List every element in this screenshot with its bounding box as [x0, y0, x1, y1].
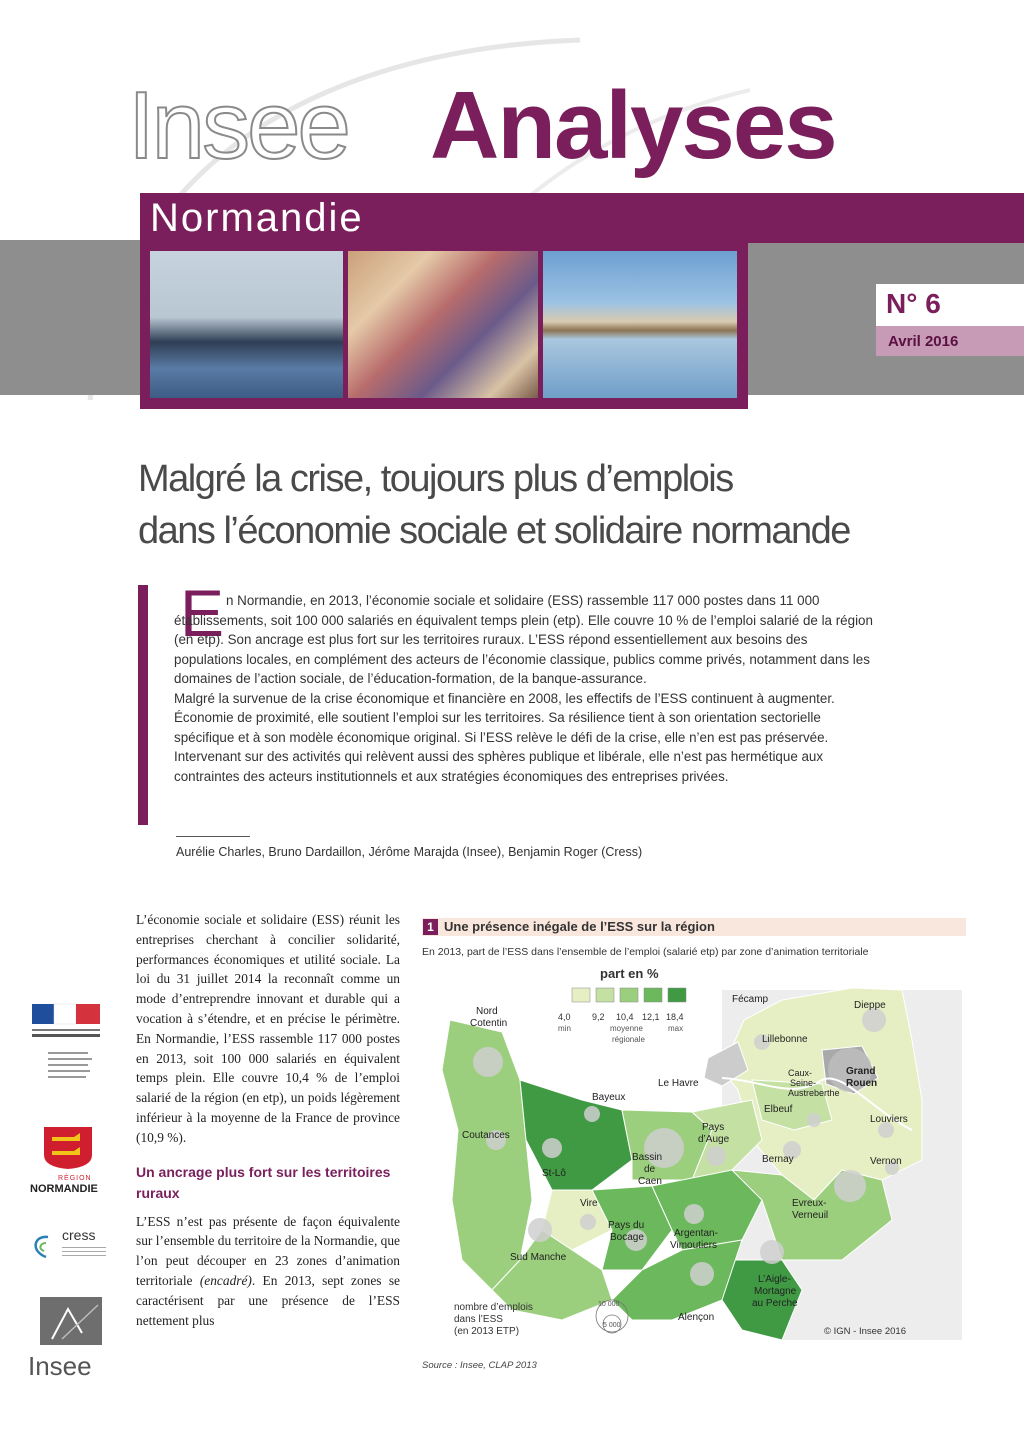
label-bayeux: Bayeux: [592, 1092, 626, 1103]
label-grand-rouen-1: Grand: [846, 1066, 876, 1077]
label-laigle-3: au Perche: [752, 1298, 798, 1309]
intro-summary: [174, 591, 874, 786]
label-alencon: Alençon: [678, 1312, 715, 1323]
circle-bayeux: [584, 1106, 600, 1122]
circle-legend-label-2: dans l’ESS: [454, 1314, 503, 1325]
figure-subtitle: En 2013, part de l’ESS dans l’ensemble de l’emploi (salarié etp) par zone d’animation territoriale: [422, 946, 869, 958]
intro-paragraph-2: Malgré la survenue de la crise économique et financière en 2008, les effectifs de l’ESS continuent à augmenter. Économie de proximité, elle soutient l’emploi sur les territoires. Sa résilience tient à son orientation sectorielle spécifique et à son modèle économique original. Si l’ESS relève le défi de la crise, elle n’en est pas préservée. Intervenant sur des activités qui relèvent aussi des sphères publique et libérale, elle n’est pas hermétique aux contraintes des acteurs institutionnels et aux stratégies économiques des entreprises privées.: [174, 690, 835, 784]
label-vire: Vire: [580, 1198, 598, 1209]
photo-mont-saint-michel: [543, 251, 737, 398]
label-bernay: Bernay: [762, 1154, 794, 1165]
label-vernon: Vernon: [870, 1156, 902, 1167]
masthead-region: Normandie: [150, 196, 364, 240]
cress-logo: [28, 1225, 110, 1270]
insee-box-icon: [28, 1295, 110, 1347]
legend-note-max: max: [668, 1024, 684, 1033]
label-lillebonne: Lillebonne: [762, 1034, 808, 1045]
legend-break-5: 18,4: [666, 1012, 684, 1022]
masthead-brand-insee: Insee: [128, 72, 348, 179]
label-coutances: Coutances: [462, 1130, 510, 1141]
intro-dropcap: E: [180, 576, 225, 650]
label-bassin-caen-3: Caen: [638, 1176, 662, 1187]
circle-argentan: [684, 1204, 704, 1224]
figure-source: Source : Insee, CLAP 2013: [422, 1360, 537, 1371]
label-pays-auge-1: Pays: [702, 1122, 725, 1133]
map-copyright: © IGN - Insee 2016: [824, 1326, 906, 1337]
authors-divider: [176, 836, 250, 837]
label-argentan-2: Vimoutiers: [670, 1240, 718, 1251]
legend-swatch-2: [596, 988, 614, 1002]
label-elbeuf: Elbeuf: [764, 1104, 793, 1115]
legend-title: part en %: [600, 966, 659, 981]
label-caux-1: Caux-: [788, 1068, 813, 1078]
issue-number: N° 6: [886, 288, 941, 319]
legend-note-avg-1: moyenne: [610, 1024, 643, 1033]
label-le-havre: Le Havre: [658, 1078, 699, 1089]
body-column: [136, 910, 400, 1330]
circle-legend-label-1: nombre d’emplois: [454, 1302, 533, 1313]
label-sud-manche: Sud Manche: [510, 1252, 567, 1263]
insee-logo-text: Insee: [28, 1351, 92, 1381]
photo-ship-harbor: [150, 251, 343, 398]
legend-swatch-3: [620, 988, 638, 1002]
label-saint-lo: St-Lô: [542, 1168, 566, 1179]
circle-pays-auge: [706, 1146, 726, 1166]
legend-swatch-4: [644, 988, 662, 1002]
intro-paragraph-1: n Normandie, en 2013, l’économie sociale et solidaire (ESS) rassemble 117 000 postes dans 11 000 établissements, soit 100 000 salariés en équivalent temps plein (etp). Elle couvre 10 % de l’emploi salarié de la région (en etp). Son ancrage est plus fort sur les territoires ruraux. L’ESS répond essentiellement aux besoins des populations locales, en complément des acteurs de l’économie classique, publics comme privés, notamment dans les domaines de l’action sociale, de l’éducation-formation, de la banque-assurance.: [174, 593, 873, 686]
label-argentan-1: Argentan-: [674, 1228, 718, 1239]
prefecture-logo: [28, 1002, 106, 1090]
legend-break-2: 9,2: [592, 1012, 605, 1022]
label-dieppe: Dieppe: [854, 1000, 886, 1011]
label-bassin-caen-2: de: [644, 1164, 656, 1175]
cress-swirl-icon: [28, 1231, 52, 1261]
article-title: [138, 453, 958, 557]
label-caux-2: Seine-: [790, 1078, 817, 1088]
circle-nord-cotentin: [473, 1047, 503, 1077]
legend-swatch-1: [572, 988, 590, 1002]
body-paragraph-1: L’économie sociale et solidaire (ESS) réunit les entreprises cherchant à concilier solidarité, performances économiques et utilité sociale. La loi du 31 juillet 2014 la reconnaît comme un mode d’entreprendre innovant et durable qui a vocation à s’étendre, et en précise le périmètre. En Normandie, l’ESS rassemble 117 000 postes en 2013, soit 100 000 salariés en équivalent temps plein. Elle couvre 10,4 % de l’emploi salarié de la région (en etp), un poids légèrement inférieur à la moyenne de la France de province (10,9 %).: [136, 912, 400, 1145]
label-laigle-1: L’Aigle-: [758, 1274, 791, 1285]
photo-crowd: [348, 251, 538, 398]
cress-logo-fineprint: [62, 1247, 106, 1259]
figure-number: 1: [423, 919, 438, 935]
figure-title: Une présence inégale de l’ESS sur la région: [444, 919, 715, 934]
issue-date: Avril 2016: [888, 333, 959, 350]
section-subheading: Un ancrage plus fort sur les territoires ruraux: [136, 1163, 391, 1201]
label-evreux-1: Evreux-: [792, 1198, 827, 1209]
circle-saint-lo: [542, 1138, 562, 1158]
label-pays-auge-2: d’Auge: [698, 1134, 730, 1145]
intro-accent-bar: [138, 585, 148, 825]
insee-logo: [28, 1295, 110, 1381]
legend-note-min: min: [558, 1024, 571, 1033]
legend-swatch-5: [668, 988, 686, 1002]
region-logo-label: RÉGION: [58, 1175, 92, 1182]
label-louviers: Louviers: [870, 1114, 908, 1125]
circle-sud-manche: [528, 1218, 552, 1242]
label-laigle-2: Mortagne: [754, 1286, 797, 1297]
cress-logo-text: cress: [62, 1227, 96, 1243]
article-title-line2: dans l’économie sociale et solidaire normande: [138, 510, 850, 552]
article-title-line1: Malgré la crise, toujours plus d’emplois: [138, 458, 733, 500]
label-nord-cotentin-2: Cotentin: [470, 1018, 508, 1029]
label-bassin-caen-1: Bassin: [632, 1152, 663, 1163]
body-paragraph-2-italic: (encadré): [199, 1272, 252, 1288]
legend-break-1: 4,0: [558, 1012, 571, 1022]
lions-shield-icon: [28, 1125, 110, 1169]
circle-elbeuf: [807, 1113, 821, 1127]
circle-vire: [580, 1214, 596, 1230]
legend-note-avg-2: régionale: [612, 1035, 645, 1044]
masthead-brand-analyses: Analyses: [430, 72, 836, 179]
circle-evreux: [834, 1170, 866, 1202]
circle-legend-label-3: (en 2013 ETP): [454, 1326, 520, 1337]
authors-line: Aurélie Charles, Bruno Dardaillon, Jérôme Marajda (Insee), Benjamin Roger (Cress): [176, 845, 643, 859]
body-paragraph-2-end: . En 2013, sept zones se caractérisent par une présence de l’ESS nettement plus: [136, 1272, 400, 1328]
label-pays-bocage-2: Bocage: [610, 1232, 644, 1243]
label-evreux-2: Verneuil: [792, 1210, 829, 1221]
circle-dieppe: [862, 1008, 886, 1032]
region-logo-name: NORMANDIE: [30, 1183, 98, 1195]
body-paragraph-2-start: L’ESS n’est pas présente de façon équivalente sur l’ensemble du territoire de la Normandie, que l’on peut découper en 23 zones d’animation territoriale: [136, 1213, 401, 1288]
label-caux-3: Austreberthe: [788, 1088, 840, 1098]
legend-break-3: 10,4: [616, 1012, 634, 1022]
circle-legend-small-value: 5 000: [603, 1322, 621, 1329]
normandie-ess-map: [422, 960, 966, 1355]
circle-alencon: [690, 1262, 714, 1286]
circle-perche: [760, 1240, 784, 1264]
region-normandie-logo: [28, 1125, 110, 1195]
legend-break-4: 12,1: [642, 1012, 660, 1022]
circle-legend-big-value: 10 000: [598, 1301, 620, 1308]
label-nord-cotentin-1: Nord: [476, 1006, 498, 1017]
label-pays-bocage-1: Pays du: [608, 1220, 645, 1231]
body-paragraph-2: [136, 1212, 400, 1331]
label-grand-rouen-2: Rouen: [846, 1078, 878, 1089]
label-fecamp: Fécamp: [732, 994, 769, 1005]
